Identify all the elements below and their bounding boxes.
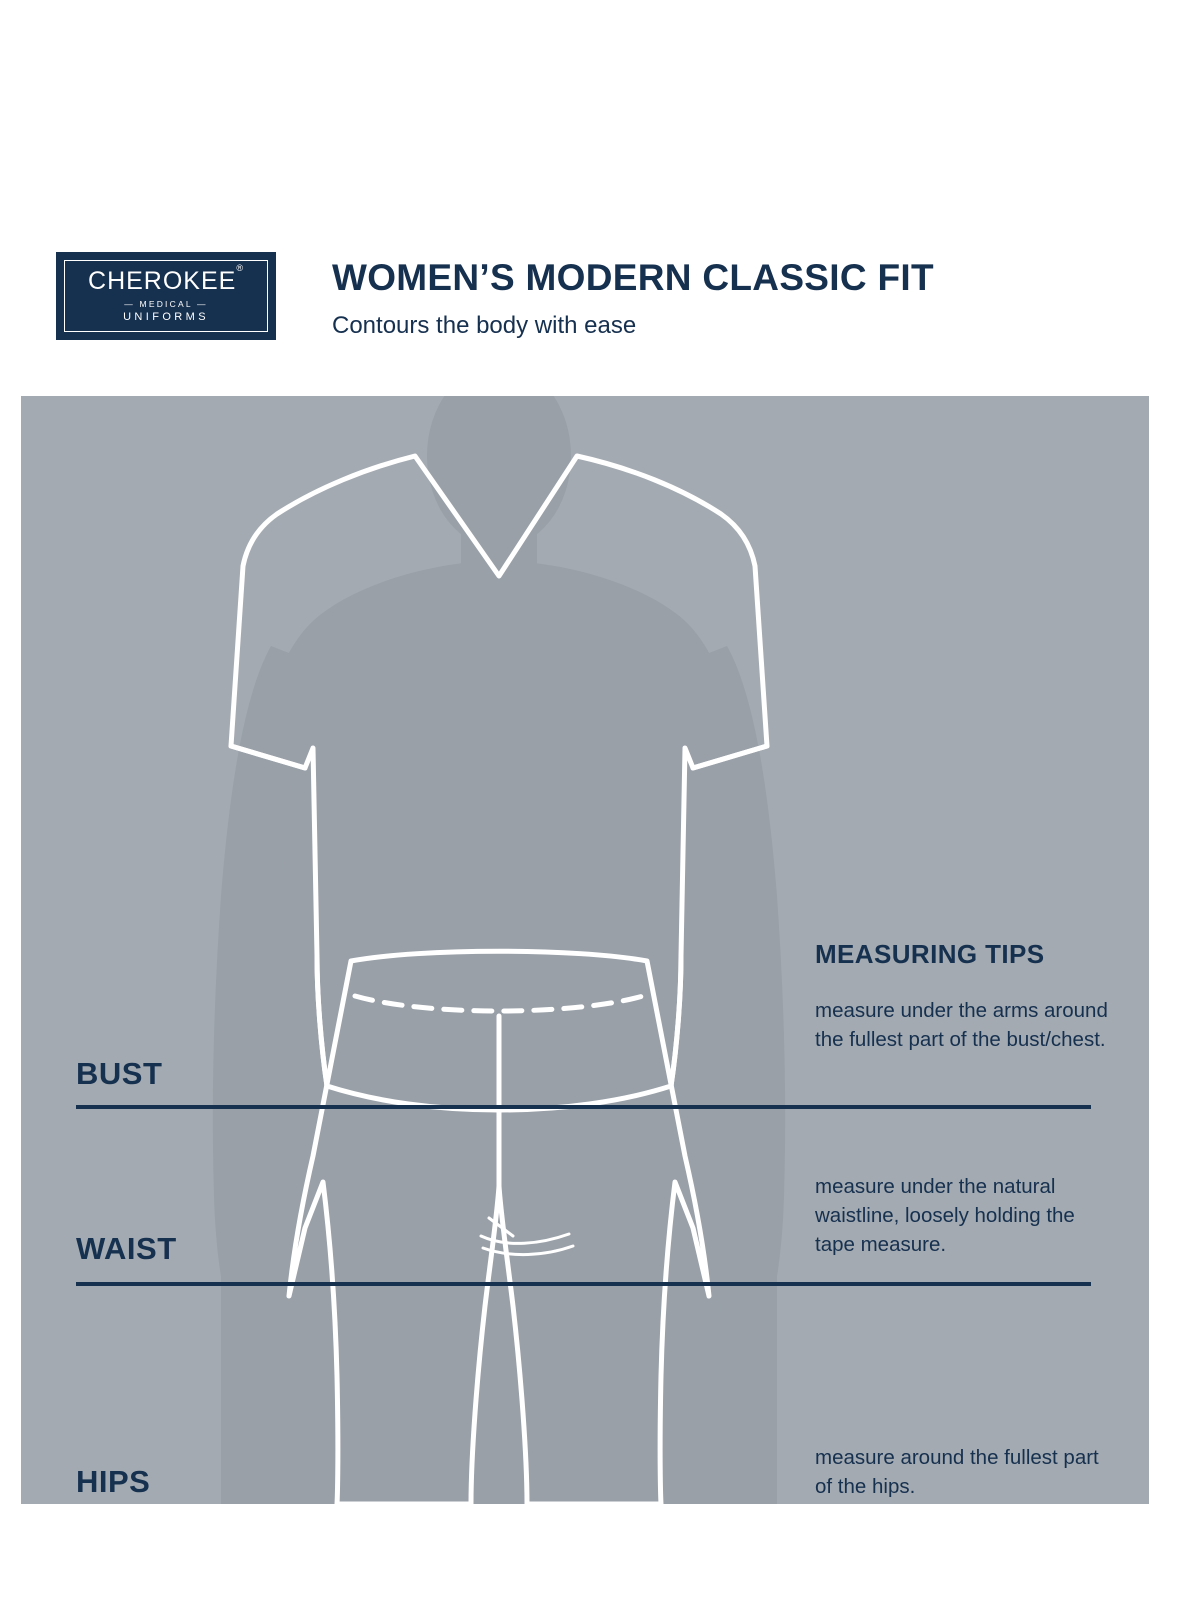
brand-logo bbox=[56, 252, 276, 340]
measurement-label-bust: BUST bbox=[76, 1056, 163, 1091]
brand-logo-inner bbox=[64, 260, 268, 332]
measuring-tips-heading: MEASURING TIPS bbox=[815, 939, 1045, 969]
brand-name-text: CHEROKEE bbox=[88, 266, 237, 295]
measuring-tip-waist: measure under the natural waistline, loosely holding the tape measure. bbox=[815, 1175, 1075, 1257]
brand-name bbox=[88, 263, 244, 295]
measuring-tip-hips: measure around the fullest part of the hips. bbox=[815, 1446, 1099, 1499]
page-subtitle: Contours the body with ease bbox=[332, 312, 637, 339]
brand-tagline-uniforms: UNIFORMS bbox=[123, 311, 209, 324]
registered-mark: ® bbox=[236, 263, 244, 274]
brand-tagline-medical: — MEDICAL — bbox=[124, 298, 208, 309]
measurement-label-hips: HIPS bbox=[76, 1464, 151, 1499]
measurement-label-waist: WAIST bbox=[76, 1231, 177, 1266]
header bbox=[0, 230, 1200, 370]
measurement-line-bust bbox=[76, 1105, 1091, 1109]
page-title: WOMEN’S MODERN CLASSIC FIT bbox=[332, 257, 934, 298]
diagram-panel bbox=[21, 396, 1149, 1504]
measurement-line-waist bbox=[76, 1282, 1091, 1286]
measuring-tip-bust: measure under the arms around the fullest part of the bust/chest. bbox=[815, 999, 1108, 1052]
